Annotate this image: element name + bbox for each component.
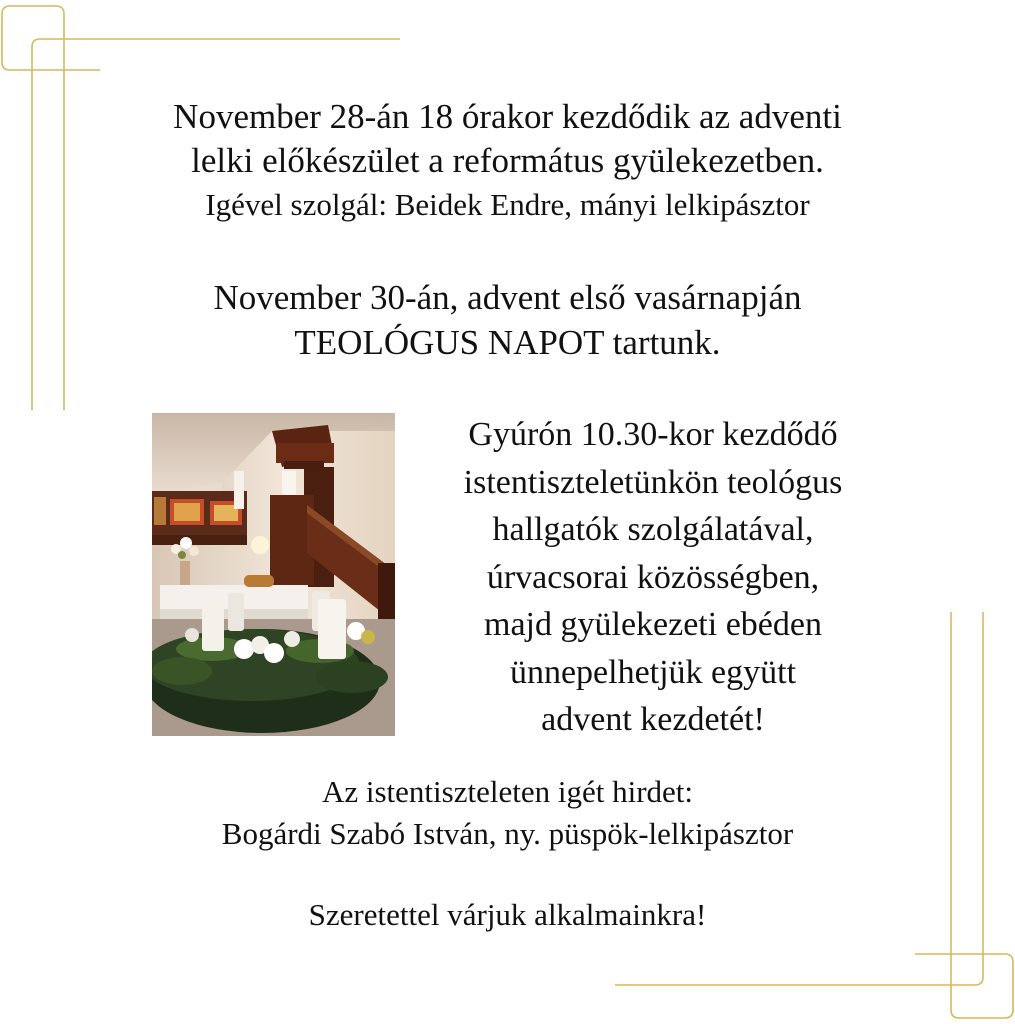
theologian-day-line: TEOLÓGUS NAPOT tartunk.	[294, 323, 721, 362]
top-left-frame-line	[2, 62, 100, 70]
service-line: majd gyülekezeti ebéden	[484, 606, 822, 643]
church-interior-photo	[152, 413, 395, 736]
service-line: úrvacsorai közösségben,	[486, 558, 820, 596]
sermon-preacher-block	[0, 771, 1015, 855]
event-announcement-block	[0, 95, 1015, 227]
service-line: advent kezdetét!	[541, 701, 765, 738]
announcement-line: lelki előkészület a református gyülekezetben.	[191, 141, 824, 180]
invitation-block	[0, 895, 1015, 935]
theologian-day-block	[0, 275, 1015, 365]
theologian-day-line: November 30-án, advent első vasárnapján	[213, 278, 802, 317]
service-line: hallgatók szolgálatával,	[492, 511, 814, 548]
announcement-line: November 28-án 18 órakor kezdődik az adventi	[173, 97, 842, 136]
service-line: ünnepelhetjük együtt	[509, 653, 797, 691]
invitation-line: Szeretettel várjuk alkalmainkra!	[308, 897, 707, 932]
preacher-intro-line: Az istentiszteleten igét hirdet:	[321, 774, 694, 809]
preacher-name-line: Bogárdi Szabó István, ny. püspök-lelkipásztor	[221, 816, 794, 851]
service-line: istentiszteletünkön teológus	[463, 463, 843, 501]
service-line: Gyúrón 10.30-kor kezdődő	[468, 416, 838, 453]
service-details-block	[418, 411, 888, 744]
preacher-line: Igével szolgál: Beidek Endre, mányi lelkipásztor	[205, 187, 810, 222]
bottom-right-frame-line	[915, 954, 1013, 962]
